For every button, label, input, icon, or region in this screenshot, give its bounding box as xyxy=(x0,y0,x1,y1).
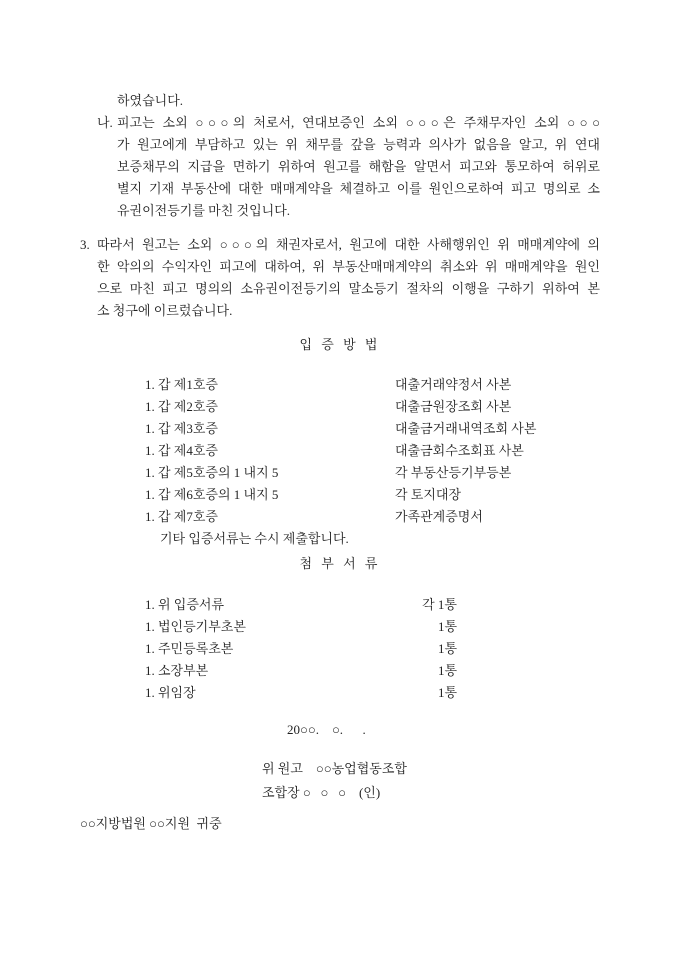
paragraph-opening-continuation xyxy=(117,90,183,112)
document-date: 20○○. ○. . xyxy=(287,722,366,737)
evidence-description: 대출금거래내역조회 사본 xyxy=(395,421,537,436)
attachment-count: 각 1통 xyxy=(422,597,457,612)
evidence-section-title: 입 증 방 법 xyxy=(299,337,381,352)
representative-seal-line: 조합장 ○ ○ ○ (인) xyxy=(262,785,381,800)
paragraph-item-3 xyxy=(80,234,600,322)
evidence-row xyxy=(145,506,600,528)
evidence-exhibit-label: 1. 갑 제7호증 xyxy=(145,509,218,524)
attachment-count: 1통 xyxy=(437,685,457,700)
evidence-row xyxy=(145,462,600,484)
attachment-row xyxy=(145,594,600,616)
attachment-label: 1. 법인등기부초본 xyxy=(145,619,246,634)
paragraph-marker-na: 나. xyxy=(97,115,113,130)
evidence-exhibit-label: 1. 갑 제3호증 xyxy=(145,421,218,436)
paragraph-item-na xyxy=(97,112,600,222)
evidence-exhibit-label: 1. 갑 제4호증 xyxy=(145,443,218,458)
paragraph-line: 소 청구에 이르렀습니다. xyxy=(97,303,233,318)
evidence-exhibit-label: 1. 갑 제1호증 xyxy=(145,377,218,392)
paragraph-line: 으로 마친 피고 명의의 소유권이전등기의 말소등기 절차의 이행을 구하기 위하여 본 xyxy=(97,281,600,296)
paragraph-line: 가 원고에게 부담하고 있는 위 채무를 갚을 능력과 의사가 없음을 알고, 위 연대 xyxy=(117,137,600,152)
signature-block xyxy=(262,757,407,805)
evidence-description: 대출금원장조회 사본 xyxy=(395,399,512,414)
attachment-row xyxy=(145,682,600,704)
paragraph-body-na xyxy=(117,112,600,222)
attachment-count: 1통 xyxy=(437,619,457,634)
paragraph-line: 보증채무의 지급을 면하기 위하여 원고를 해함을 알면서 피고와 통모하여 허위로 xyxy=(117,159,600,174)
attachment-label: 1. 주민등록초본 xyxy=(145,641,234,656)
evidence-description: 대출거래약정서 사본 xyxy=(395,377,512,392)
evidence-row xyxy=(145,396,600,418)
evidence-exhibit-label: 1. 갑 제2호증 xyxy=(145,399,218,414)
paragraph-marker-3: 3. xyxy=(80,237,90,252)
attachment-label: 1. 소장부본 xyxy=(145,663,209,678)
paragraph-line: 따라서 원고는 소외 ○○○의 채권자로서, 원고에 대한 사해행위인 위 매매계약에 의 xyxy=(97,237,600,252)
attachment-label: 1. 위임장 xyxy=(145,685,196,700)
attachment-label: 1. 위 입증서류 xyxy=(145,597,225,612)
attachment-row xyxy=(145,660,600,682)
attachments-section-title: 첨 부 서 류 xyxy=(299,556,381,571)
attachment-row xyxy=(145,616,600,638)
paragraph-line: 별지 기재 부동산에 대한 매매계약을 체결하고 이를 원인으로하여 피고 명의로 소 xyxy=(117,181,600,196)
evidence-description: 각 부동산등기부등본 xyxy=(395,465,512,480)
attachments-list xyxy=(145,594,600,704)
evidence-description: 대출금회수조회표 사본 xyxy=(395,443,524,458)
paragraph-line: 유권이전등기를 마친 것입니다. xyxy=(117,203,291,218)
evidence-row xyxy=(145,440,600,462)
evidence-list xyxy=(145,374,600,528)
attachment-row xyxy=(145,638,600,660)
paragraph-line: 피고는 소외 ○○○의 처로서, 연대보증인 소외 ○○○은 주채무자인 소외 ○○○ xyxy=(117,115,600,130)
evidence-description: 각 토지대장 xyxy=(395,487,462,502)
evidence-exhibit-label: 1. 갑 제6호증의 1 내지 5 xyxy=(145,487,279,502)
evidence-description: 가족관계증명서 xyxy=(395,509,483,524)
evidence-row xyxy=(145,418,600,440)
plaintiff-signature-line: 위 원고 ○○농업협동조합 xyxy=(262,761,407,776)
attachment-count: 1통 xyxy=(437,663,457,678)
attachment-count: 1통 xyxy=(437,641,457,656)
evidence-note: 기타 입증서류는 수시 제출합니다. xyxy=(160,531,349,546)
evidence-row xyxy=(145,374,600,396)
evidence-exhibit-label: 1. 갑 제5호증의 1 내지 5 xyxy=(145,465,279,480)
paragraph-line: 하였습니다. xyxy=(117,93,184,108)
paragraph-line: 한 악의의 수익자인 피고에 대하여, 위 부동산매매계약의 취소와 위 매매계약을 원인 xyxy=(97,259,600,274)
paragraph-body-3 xyxy=(97,234,600,322)
evidence-row xyxy=(145,484,600,506)
court-address-line: ○○지방법원 ○○지원 귀중 xyxy=(80,816,222,831)
